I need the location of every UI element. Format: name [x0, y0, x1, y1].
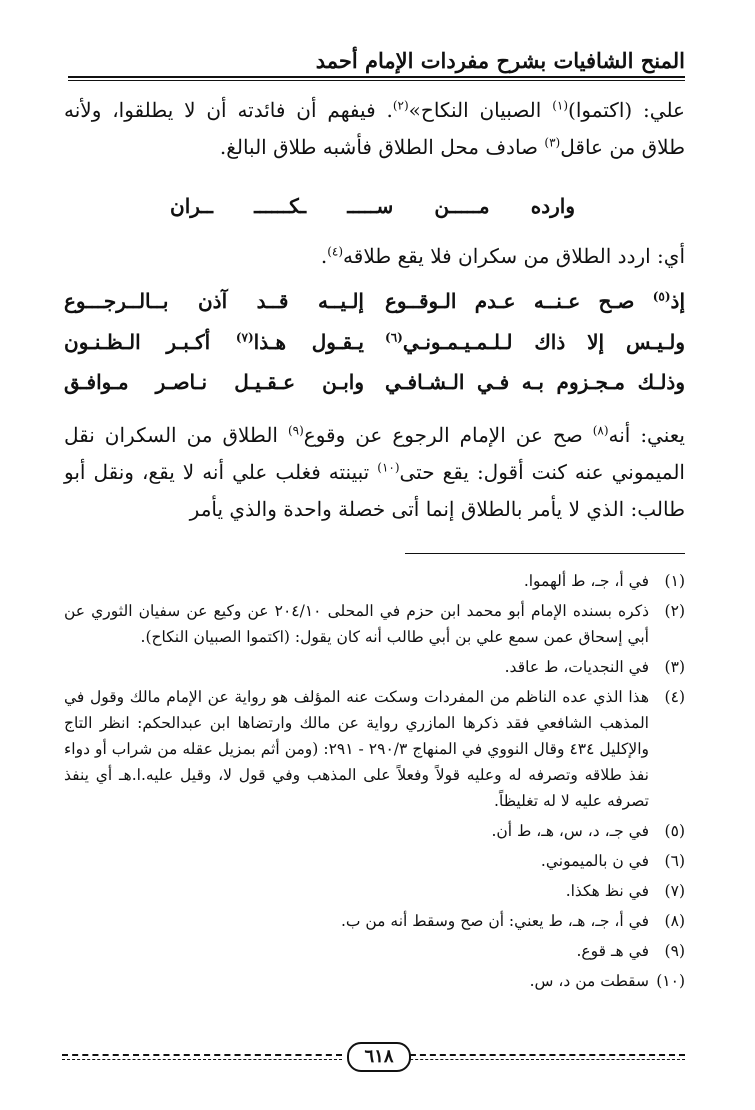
footnote-ref-10: (١٠)	[377, 460, 400, 475]
verse-text: إلـيــه قــد آذن بــالــرجـــوع	[64, 289, 364, 313]
footnote-text: في هـ قوع.	[576, 942, 649, 960]
footnote-text: في أ، جـ، هـ، ط يعني: أن صح وسقط أنه من ب.	[340, 912, 649, 930]
section-heading-part: مـــــن	[434, 194, 490, 218]
footnote-text: في نظ هكذا.	[565, 882, 649, 900]
footer-dashes-left-thin	[62, 1059, 342, 1060]
paragraph-3-text-b: صح عن الإمام الرجوع عن وقوع	[303, 423, 593, 447]
footnotes	[64, 568, 685, 998]
footnote-text: في ن بالميموني.	[540, 852, 649, 870]
paragraph-1-text-a: علي: (اكتموا)	[568, 98, 685, 122]
paragraph-3	[64, 417, 685, 528]
header-title: المنح الشافيات بشرح مفردات الإمام أحمد	[315, 48, 685, 73]
verse-second-hemistich	[64, 330, 364, 354]
footnote	[64, 684, 685, 814]
paragraph-2-end: .	[320, 244, 328, 268]
footnote-ref-3: (٣)	[544, 135, 561, 150]
footnote-ref-4: (٤)	[327, 244, 344, 259]
verse-line	[64, 330, 685, 368]
footer-dashes-left	[62, 1054, 342, 1056]
footnote-text: في النجديات، ط عاقد.	[504, 658, 649, 676]
verse-first-hemistich	[385, 370, 685, 394]
footnote-number: (٥)	[664, 822, 685, 840]
paragraph-1-text-d: صادف محل الطلاق فأشبه طلاق البالغ.	[219, 135, 545, 159]
footnote-number: (٧)	[664, 882, 685, 900]
verse-text: وابـن عـقـيـل نـاصـر مـوافـق	[64, 370, 364, 394]
paragraph-3-text-d: تبينته فغلب علي أنه لا يقع، ونقل أبو طالب: الذي لا يأمر بالطلاق إنما أتى خصلة واحدة والذي يأمر	[64, 460, 685, 521]
verse-text: إذ	[670, 289, 685, 313]
header-rule-thin	[68, 80, 685, 81]
header-rule	[68, 76, 685, 78]
paragraph-2-text: أي: اردد الطلاق من سكران فلا يقع طلاقه	[343, 244, 685, 268]
running-header	[68, 44, 685, 74]
footnote-number: (٦)	[664, 852, 685, 870]
section-heading-part: ســـــ	[347, 194, 394, 218]
footnote	[64, 848, 685, 874]
footnote-number: (٩)	[664, 942, 685, 960]
footnote	[64, 654, 685, 680]
paragraph-1-text-b: الصبيان النكاح»	[408, 98, 553, 122]
verse-text: أكـبـر الـظـنـون	[64, 330, 236, 354]
footnote-ref-9: (٩)	[287, 423, 304, 438]
footnote-text: في جـ، د، س، هـ، ط أن.	[491, 822, 649, 840]
page-number: ٦١٨	[347, 1042, 411, 1072]
section-heading-part: ـكــــــ	[254, 194, 307, 218]
footnote-text: هذا الذي عده الناظم من المفردات وسكت عنه المؤلف هو رواية عن الإمام مالك وقول في المذهب الشافعي فقد ذكرها المازري رواية عن مالك وارتضاها ابن عبدالحكم: انظر التاج والإكليل ٤٣٤ وقال النووي في المنهاج ٢٩٠/٣ - ٢٩١: (ومن أثم بمزيل عقله من شراب أو دواء نفذ طلاقه وتصرفه له وعليه قولاً وفعلاً على المذهب وفي قول لا، وقيل عليه.ا.هـ أي ينفذ تصرفه عليه لا له تغليظاً.	[64, 688, 649, 810]
footnote-number: (٨)	[664, 912, 685, 930]
verse-line	[64, 370, 685, 408]
verse-line	[64, 289, 685, 327]
footnote	[64, 598, 685, 650]
paragraph-3-text-a: يعني: أنه	[608, 423, 685, 447]
page-footer	[62, 1040, 685, 1070]
footnote-number: (٢)	[664, 602, 685, 620]
paragraph-2	[64, 238, 685, 275]
footnote-text: ذكره بسنده الإمام أبو محمد ابن حزم في المحلى ٢٠٤/١٠ عن وكيع عن سفيان الثوري عن أبي إسحاق عمن سمع علي بن أبي طالب أنه كان يقول: (اكتموا الصبيان النكاح).	[64, 602, 649, 646]
footnote	[64, 878, 685, 904]
footnote-ref-7: (٧)	[235, 330, 254, 345]
verse-second-hemistich	[64, 289, 364, 313]
footnote-number: (١٠)	[656, 972, 685, 990]
footnote	[64, 908, 685, 934]
footnote-number: (٣)	[664, 658, 685, 676]
verse-second-hemistich	[64, 370, 364, 394]
footer-dashes-right	[390, 1054, 685, 1056]
verse-text: صـح عـنــه عـدم الـوقــوع	[385, 289, 653, 313]
footnote-divider	[405, 553, 685, 554]
section-heading	[170, 188, 575, 224]
footnote-number: (٤)	[664, 688, 685, 706]
footnote	[64, 938, 685, 964]
section-heading-part: وارده	[530, 194, 575, 218]
verse-first-hemistich	[385, 289, 685, 313]
footnote	[64, 818, 685, 844]
footnote-ref-1: (١)	[552, 98, 569, 113]
footnote-text: في أ، جـ، ط ألهموا.	[523, 572, 649, 590]
footnote-ref-5: (٥)	[652, 289, 671, 304]
section-heading-part: ــران	[170, 194, 213, 218]
verse-text: وذلـك مـجـزوم بـه فـي الـشـافـي	[385, 370, 685, 394]
footnote-ref-2: (٢)	[392, 98, 409, 113]
verse-first-hemistich	[385, 330, 685, 354]
footnote-text: سقطت من د، س.	[529, 972, 649, 990]
paragraph-1	[64, 92, 685, 166]
paragraph-3-text-c: الطلاق من السكران نقل الميموني عنه كنت أقول: يقع حتى	[64, 423, 685, 484]
footnote-ref-6: (٦)	[385, 330, 403, 345]
footnote-number: (١)	[664, 572, 685, 590]
footnote	[64, 968, 685, 994]
verse-text: ولـيـس إلا ذاك لـلـمـيـمـونـي	[402, 330, 685, 354]
paragraph-1-text-c: . فيفهم أن فائدته أن لا يطلقوا، ولأنه طلاق من عاقل	[64, 98, 685, 159]
footer-dashes-right-thin	[390, 1059, 685, 1060]
footnote	[64, 568, 685, 594]
footnote-ref-8: (٨)	[592, 423, 609, 438]
verse-text: يـقـول هـذا	[253, 330, 364, 354]
